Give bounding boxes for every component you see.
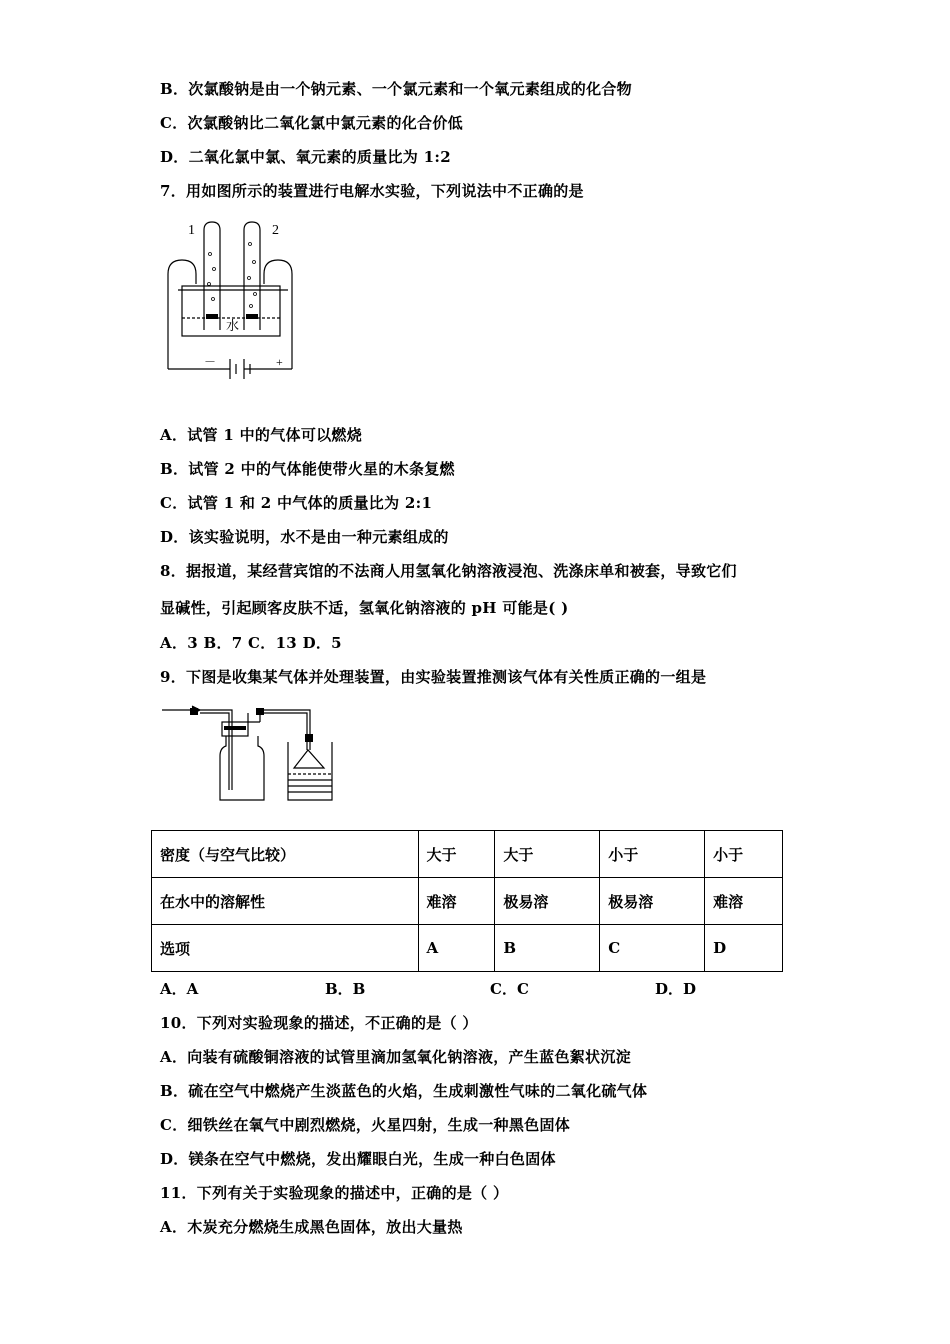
q8-stem-line2: 显碱性，引起顾客皮肤不适，氢氧化钠溶液的 pH 可能是( ) — [160, 599, 569, 617]
table-cell: A — [418, 925, 495, 972]
q9-options-table — [151, 830, 783, 972]
q10-option-a: A．向装有硫酸铜溶液的试管里滴加氢氧化钠溶液，产生蓝色絮状沉淀 — [160, 1048, 631, 1066]
table-cell: 难溶 — [705, 878, 783, 925]
table-cell: D — [705, 925, 783, 972]
table-cell: 选项 — [152, 925, 419, 972]
q6-option-b: B．次氯酸钠是由一个钠元素、一个氯元素和一个氧元素组成的化合物 — [160, 80, 632, 98]
q10-stem: 10．下列对实验现象的描述，不正确的是（ ） — [160, 1014, 478, 1032]
table-cell: 大于 — [418, 831, 495, 878]
q6-option-c: C．次氯酸钠比二氧化氯中氯元素的化合价低 — [160, 114, 463, 132]
table-cell: B — [495, 925, 600, 972]
table-row — [152, 831, 783, 878]
q6-option-d: D．二氧化氯中氯、氧元素的质量比为 1:2 — [160, 148, 451, 166]
q9-answer-a: A．A — [160, 980, 199, 998]
q7-option-a: A．试管 1 中的气体可以燃烧 — [160, 426, 363, 444]
q7-option-d: D．该实验说明，水不是由一种元素组成的 — [160, 528, 449, 546]
electrolysis-apparatus-figure — [160, 214, 300, 394]
tube-2-label: 2 — [272, 223, 279, 238]
q10-option-b: B．硫在空气中燃烧产生淡蓝色的火焰，生成刺激性气味的二氧化硫气体 — [160, 1082, 648, 1100]
table-cell: 小于 — [600, 831, 705, 878]
q9-stem: 9．下图是收集某气体并处理装置，由实验装置推测该气体有关性质正确的一组是 — [160, 668, 707, 686]
table-cell: 极易溶 — [600, 878, 705, 925]
table-cell: 难溶 — [418, 878, 495, 925]
q7-stem: 7．用如图所示的装置进行电解水实验，下列说法中不正确的是 — [160, 182, 584, 200]
q8-stem-line1: 8．据报道，某经营宾馆的不法商人用氢氧化钠溶液浸泡、洗涤床单和被套，导致它们 — [160, 562, 737, 580]
tube-1-label: 1 — [188, 223, 195, 238]
q9-answer-c: C．C — [490, 980, 529, 998]
negative-terminal-label: － — [204, 355, 217, 369]
q9-answer-b: B．B — [325, 980, 366, 998]
table-cell: 在水中的溶解性 — [152, 878, 419, 925]
q7-option-c: C．试管 1 和 2 中气体的质量比为 2:1 — [160, 494, 433, 512]
table-cell: C — [600, 925, 705, 972]
table-row — [152, 925, 783, 972]
table-cell: 密度（与空气比较） — [152, 831, 419, 878]
q10-option-c: C．细铁丝在氧气中剧烈燃烧，火星四射，生成一种黑色固体 — [160, 1116, 571, 1134]
q10-option-d: D．镁条在空气中燃烧，发出耀眼白光，生成一种白色固体 — [160, 1150, 556, 1168]
table-row — [152, 878, 783, 925]
water-label: 水 — [226, 318, 240, 333]
positive-terminal-label: + — [276, 355, 283, 369]
table-cell: 大于 — [495, 831, 600, 878]
q11-stem: 11．下列有关于实验现象的描述中，正确的是（ ） — [160, 1184, 509, 1202]
q7-option-b: B．试管 2 中的气体能使带火星的木条复燃 — [160, 460, 455, 478]
q9-answer-d: D．D — [655, 980, 697, 998]
q8-options: A．3 B．7 C．13 D．5 — [160, 634, 342, 652]
table-cell: 极易溶 — [495, 878, 600, 925]
table-cell: 小于 — [705, 831, 783, 878]
q11-option-a: A．木炭充分燃烧生成黑色固体，放出大量热 — [160, 1218, 463, 1236]
gas-collection-apparatus-figure — [160, 700, 340, 806]
